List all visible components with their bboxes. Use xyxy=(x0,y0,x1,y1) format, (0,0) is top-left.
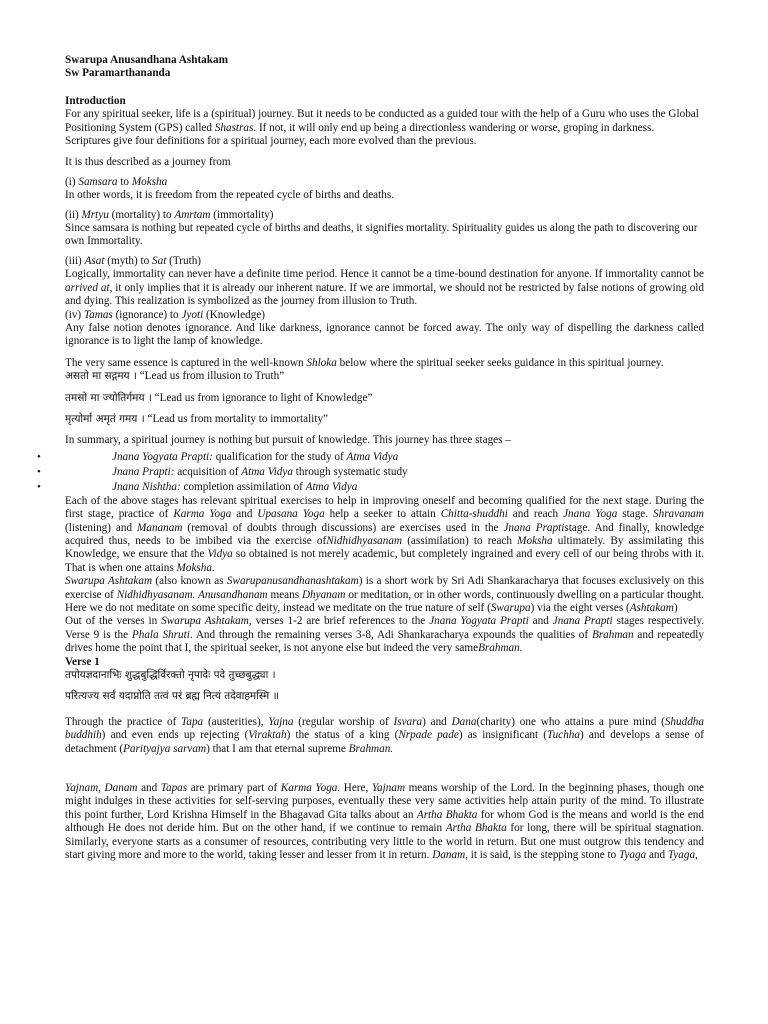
text-run: , verses 1-2 are brief references to the xyxy=(248,615,430,628)
intro-paragraph-4 xyxy=(65,357,704,370)
text-run: and xyxy=(646,849,668,862)
text-run: (ii) xyxy=(65,208,82,221)
text-run: to xyxy=(117,175,132,188)
italic-term: Nidhidhyasanam. Anusandhanam xyxy=(116,588,268,601)
italic-term: Jnana Prapti xyxy=(503,521,565,534)
italic-term: Jnana Yogyata Prapti xyxy=(429,615,529,628)
shloka-2-translation: “Lead us from ignorance to light of Knowledge” xyxy=(151,391,373,404)
text-run: and xyxy=(137,782,161,795)
italic-term: Nrpade pade xyxy=(398,729,459,742)
shloka-line-3 xyxy=(65,413,704,426)
bullet-icon: • xyxy=(37,450,41,463)
italic-term: Chitta-shuddhi xyxy=(440,508,508,521)
text-run: acquisition of xyxy=(174,465,242,478)
italic-term: Sat xyxy=(152,254,167,267)
text-run: ) as insignificant ( xyxy=(458,729,548,742)
shloka-line-2 xyxy=(65,392,704,405)
italic-term: Atma Vidya xyxy=(241,465,293,478)
italic-term: Tapas xyxy=(160,782,188,795)
stages-list xyxy=(37,450,704,495)
intro-paragraph-1 xyxy=(65,108,704,135)
italic-term: Ashtakam xyxy=(629,602,674,614)
text-run: (iv) xyxy=(65,308,84,321)
text-run: (charity) one who attains a pure mind ( xyxy=(476,715,665,728)
italic-term: Jyoti xyxy=(181,308,204,321)
italic-term: Amrtam xyxy=(174,208,211,221)
italic-term: Moksha xyxy=(517,534,553,547)
italic-term: Tyaga, xyxy=(667,849,698,862)
italic-term: Moksha xyxy=(131,175,168,188)
text-run: ultimately. By assimilating this Knowledge, we ensure that the xyxy=(65,534,704,561)
text-run: , it is said, is the stepping stone to xyxy=(465,849,620,862)
shloka-1-translation: “Lead us from illusion to Truth” xyxy=(136,370,285,383)
text-run: ) the status of a king ( xyxy=(286,729,399,742)
body-paragraph-verses-overview xyxy=(65,615,704,655)
definition-2-body: Since samsara is nothing but repeated cycle of births and deaths, it signifies mortality. Spirituality guides us along the path to discovering our own Immortality. xyxy=(65,222,698,248)
text-run: (austerities), xyxy=(203,715,269,728)
italic-term: Samsara xyxy=(78,175,118,188)
text-run: The very same essence is captured in the well-known xyxy=(65,356,307,369)
stage-2 xyxy=(112,466,408,478)
text-run: (i) xyxy=(65,175,79,188)
text-run: or meditation, or in other words, continuously dwelling on a particular thought. Here we do not meditate on some specific deity, instead we meditate on the true nature of self ( xyxy=(65,588,704,614)
italic-term: Artha Bhakta xyxy=(445,822,507,835)
intro-paragraph-3: It is thus described as a journey from xyxy=(65,156,231,169)
bullet-icon: • xyxy=(37,465,41,478)
text-run: completion assimilation of xyxy=(180,480,306,493)
italic-term: Yajnam xyxy=(65,782,99,795)
list-item xyxy=(37,480,704,495)
italic-term: Dana xyxy=(451,715,477,728)
definition-4-body: Any false notion denotes ignorance. And like darkness, ignorance cannot be forced away. The only way of dispelling the darkness called ignorance is to light the lamp of knowledge. xyxy=(65,321,704,348)
shloka-line-1 xyxy=(65,370,704,383)
italic-term: Phala Shruti xyxy=(131,628,190,641)
italic-term: Asat xyxy=(84,254,105,267)
body-paragraph-stages xyxy=(65,495,704,575)
text-run: for long, there will be spiritual stagnation. Similarly, everyone starts as a consumer of resources, contributing very little to the world in return. But one must outgrow this tendency and start giving more and more to the world, taking lesser and lesser from it in return. xyxy=(65,822,704,862)
text-run: (myth) to xyxy=(104,254,153,267)
text-run: ) and develops a sense of detachment ( xyxy=(65,729,704,755)
text-run: . If not, it will only end up being a directionless wandering or worse, groping in darkness. xyxy=(253,121,655,134)
text-run: (Truth) xyxy=(166,254,202,267)
italic-term: Yajnam xyxy=(371,782,406,795)
section-heading-introduction: Introduction xyxy=(65,94,126,107)
italic-term: Vidya xyxy=(207,548,233,561)
text-run: (regular worship of xyxy=(293,715,394,728)
italic-term: Tamas xyxy=(83,308,113,321)
list-item xyxy=(37,465,704,480)
text-run: . And through the remaining verses 3-8, Adi Shankaracharya expounds the qualities of xyxy=(189,628,592,641)
italic-term: Shastras xyxy=(214,121,254,134)
italic-term: Moksha. xyxy=(176,561,215,574)
italic-term: Atma Vidya xyxy=(346,450,399,463)
text-run: , xyxy=(98,782,105,795)
italic-term: Swarupanusandhanashtakam xyxy=(226,575,359,588)
verse-1-line-2: परित्यज्य सर्वं यदाप्नोति तत्वं परं ब्रह्म नित्यं तदेवाहमस्मि ॥ xyxy=(65,690,279,703)
text-run: (mortality) to xyxy=(108,208,175,221)
italic-term: Karma Yoga. xyxy=(280,782,341,795)
text-run: Logically, immortality can never have a definite time period. Hence it cannot be a time-bound destination for anyone. If immortality cannot be xyxy=(65,268,704,281)
definition-1-title xyxy=(65,176,704,189)
text-run: stages respectively. Verse 9 is the xyxy=(65,615,705,641)
text-run: Out of the verses in xyxy=(65,615,162,628)
italic-term: Mrtyu xyxy=(81,208,109,221)
text-run: (listening) and xyxy=(65,521,138,534)
text-run: stage. And finally, knowledge acquired thus, needs to be imbibed via the exercise of xyxy=(65,521,704,547)
list-item xyxy=(37,450,704,465)
definition-3-body xyxy=(65,268,704,308)
italic-term: Artha Bhakta xyxy=(416,808,478,821)
verse-1-explanation xyxy=(65,716,704,756)
italic-term: Shuddha buddhih xyxy=(65,715,704,742)
italic-term: Brahman. xyxy=(348,742,394,755)
italic-term: Danam xyxy=(432,849,466,862)
text-run: (immortality) xyxy=(210,208,274,221)
italic-term: Nidhidhyasanam xyxy=(326,534,403,547)
text-run: for whom God is the means and world is the end although He does not deride him. But on the other hand, if we continue to remain xyxy=(65,808,704,835)
text-run: For any spiritual seeker, life is a (spiritual) journey. But it needs to be conducted as a guided tour with the help of a Guru who uses the Global Positioning System (GPS) called xyxy=(65,108,699,134)
intro-paragraph-5: In summary, a spiritual journey is nothing but pursuit of knowledge. This journey has three stages – xyxy=(65,434,511,447)
italic-term: Jnana Yogyata Prapti: xyxy=(112,450,213,463)
text-run: means worship of the Lord. In the beginning phases, though one might indulges in these activities for self-serving purposes, eventually these very same activities help attain purity of the mind. To illustrate this point further, Lord Krishna Himself in the Bhagavad Gita talks about an xyxy=(65,782,705,821)
italic-term: Swarupa Ashtakam xyxy=(65,575,153,588)
verse-1-line-1: तपोयज्ञदानाभिः शुद्धबुद्धिर्विरक्तो नृपादेः पदे तुच्छबुद्ध्या । xyxy=(65,669,276,682)
italic-term: Yajna xyxy=(268,715,294,728)
text-run: Here, xyxy=(340,782,372,795)
italic-term: Shravanam xyxy=(653,508,704,521)
text-run: (assimilation) to reach xyxy=(402,534,518,547)
italic-term: Parityajya sarvam xyxy=(123,742,207,755)
verse-heading: Verse 1 xyxy=(65,655,100,668)
italic-term: Jnana Prapti: xyxy=(112,465,175,478)
definition-3-title xyxy=(65,255,704,268)
italic-term: Tapa xyxy=(181,715,204,728)
italic-term: Dhyanam xyxy=(301,588,346,601)
italic-term: Brahman. xyxy=(478,642,523,655)
italic-term: Swarupa xyxy=(490,602,531,614)
shloka-1-sanskrit: असतो मा सद्गमय । xyxy=(65,370,137,383)
document-author: Sw Paramarthananda xyxy=(65,67,171,80)
shloka-2-sanskrit: तमसो मा ज्योतिर्गमय । xyxy=(65,391,152,404)
text-run: ) and xyxy=(422,715,452,728)
italic-term: Atma Vidya xyxy=(305,480,358,493)
text-run: Each of the above stages has relevant spiritual exercises to help in improving oneself and becoming qualified for the next stage. During the first stage, practice of xyxy=(65,494,704,521)
italic-term: Brahman xyxy=(591,628,634,641)
text-run: stage. xyxy=(617,508,654,521)
text-run: (removal of doubts through discussions) are exercises used in the xyxy=(182,521,504,534)
text-run: are primary part of xyxy=(187,782,281,795)
text-run: Through the practice of xyxy=(65,715,182,728)
text-run: qualification for the study of xyxy=(212,450,347,463)
body-paragraph-swarupa-ashtakam xyxy=(65,575,704,615)
text-run: and xyxy=(528,615,553,628)
shloka-3-sanskrit: मृत्योर्मा अमृतं गमय । xyxy=(65,412,145,425)
text-run: help a seeker to attain xyxy=(324,508,441,521)
document-title: Swarupa Anusandhana Ashtakam xyxy=(65,54,228,66)
italic-term: Viraktah xyxy=(248,729,287,742)
text-run: and reach xyxy=(507,508,564,521)
italic-term: Upasana Yoga xyxy=(257,508,325,521)
text-run: and repeatedly drives home the point that I, the spiritual seeker, is not anyone else but indeed the very same xyxy=(65,628,704,655)
shloka-3-translation: “Lead us from mortality to immortality” xyxy=(144,412,329,425)
document-content xyxy=(37,54,705,863)
definition-2-title xyxy=(65,209,704,222)
bullet-icon: • xyxy=(37,480,41,493)
text-run: (ignorance) to xyxy=(112,308,182,321)
text-run: below where the spiritual seeker seeks guidance in this spiritual journey. xyxy=(336,356,664,369)
italic-term: arrived at xyxy=(65,281,110,294)
text-run: , it only implies that it is already our inherent nature. If we are immortal, we should not be restricted by false notions of growing old and dying. This realization is symbolized as the journey from illusion to Truth. xyxy=(65,281,704,308)
italic-term: Jnana Prapti xyxy=(552,615,613,628)
italic-term: Isvara xyxy=(393,715,423,728)
text-run: means xyxy=(267,588,302,601)
stage-1 xyxy=(112,451,398,463)
text-run: ) xyxy=(673,602,678,614)
stage-3 xyxy=(112,481,357,493)
italic-term: Jnana Yoga xyxy=(563,508,618,521)
italic-term: Shloka xyxy=(306,356,337,369)
text-run: so obtained is not merely academic, but completely ingrained and every cell of our being throbs with it. That is when one attains xyxy=(65,548,705,574)
italic-term: Tyaga xyxy=(619,849,647,862)
italic-term: Mananam xyxy=(137,521,183,534)
body-paragraph-karma-yoga xyxy=(65,782,704,862)
italic-term: Swarupa Ashtakam xyxy=(161,615,249,628)
text-run: and xyxy=(231,508,258,521)
text-run: (iii) xyxy=(65,254,85,267)
text-run: (also known as xyxy=(152,575,227,588)
italic-term: Karma Yoga xyxy=(173,508,232,521)
text-run: ) that I am that eternal supreme xyxy=(206,742,349,755)
text-run: through systematic study xyxy=(292,465,408,478)
intro-paragraph-2: Scriptures give four definitions for a spiritual journey, each more evolved than the previous. xyxy=(65,135,477,148)
italic-term: Tuchha xyxy=(547,729,580,742)
text-run: (Knowledge) xyxy=(203,308,266,321)
definition-1-body: In other words, it is freedom from the repeated cycle of births and deaths. xyxy=(65,189,394,202)
definition-4-title xyxy=(65,309,704,322)
text-run: ) is a short work by Sri Adi Shankaracharya that focuses exclusively on this exercise of xyxy=(65,575,704,601)
italic-term: Danam xyxy=(104,782,138,795)
text-run: ) and even ends up rejecting ( xyxy=(101,729,249,742)
italic-term: Jnana Nishtha: xyxy=(112,480,181,493)
text-run: ) via the eight verses ( xyxy=(530,602,630,614)
